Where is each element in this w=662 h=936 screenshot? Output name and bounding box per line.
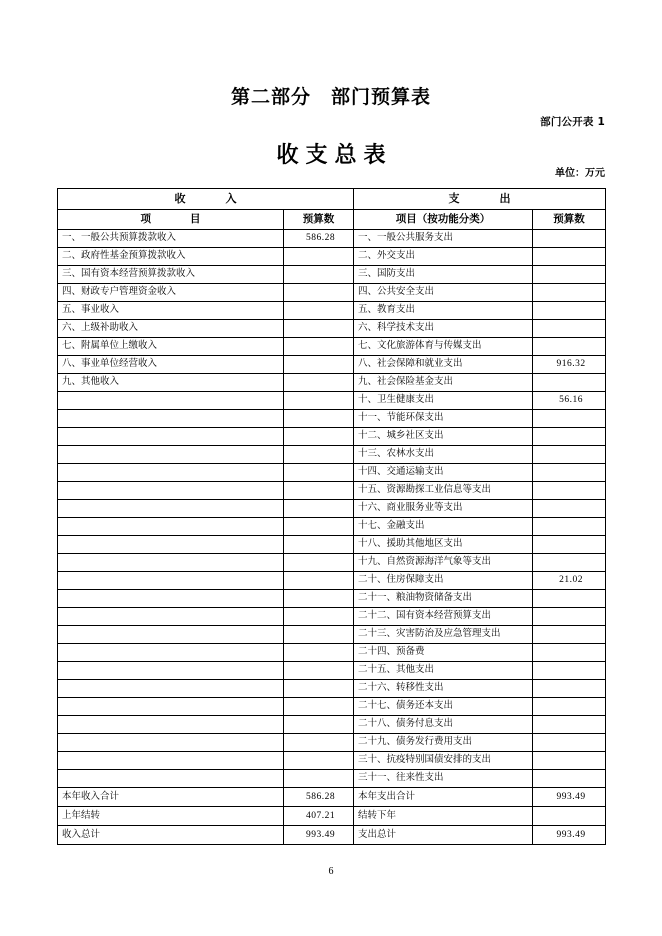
expense-item-value [533, 446, 606, 464]
budget-table-container [57, 188, 605, 845]
expense-item-name: 十八、援助其他地区支出 [354, 536, 533, 554]
expense-item-name: 三十一、往来性支出 [354, 770, 533, 788]
summary-income-value: 586.28 [284, 788, 354, 807]
table-row [58, 230, 606, 248]
summary-income-value: 407.21 [284, 807, 354, 826]
income-item-value [284, 374, 354, 392]
expense-item-name: 十七、金融支出 [354, 518, 533, 536]
table-row [58, 464, 606, 482]
income-item-value [284, 752, 354, 770]
expense-item-value [533, 662, 606, 680]
income-item-value [284, 716, 354, 734]
expense-item-value [533, 410, 606, 428]
income-item-value [284, 248, 354, 266]
expense-item-value [533, 734, 606, 752]
group-header-income: 收 入 [58, 189, 354, 210]
expense-item-value [533, 248, 606, 266]
expense-item-value [533, 284, 606, 302]
income-item-name: 八、事业单位经营收入 [58, 356, 284, 374]
expense-item-value [533, 500, 606, 518]
expense-item-name: 六、科学技术支出 [354, 320, 533, 338]
column-header-expense-value: 预算数 [533, 210, 606, 230]
group-header-expense: 支 出 [354, 189, 606, 210]
expense-item-value: 21.02 [533, 572, 606, 590]
form-number: 部门公开表 1 [540, 116, 605, 128]
table-row [58, 266, 606, 284]
table-row [58, 248, 606, 266]
expense-item-name: 二十、住房保障支出 [354, 572, 533, 590]
expense-item-value [533, 680, 606, 698]
income-item-value [284, 410, 354, 428]
table-row [58, 446, 606, 464]
income-item-name [58, 608, 284, 626]
income-item-value [284, 608, 354, 626]
income-item-name [58, 554, 284, 572]
expense-item-name: 二十二、国有资本经营预算支出 [354, 608, 533, 626]
expense-item-name: 二十七、债务还本支出 [354, 698, 533, 716]
expense-item-name: 二十四、预备费 [354, 644, 533, 662]
expense-item-name: 十五、资源勘探工业信息等支出 [354, 482, 533, 500]
expense-item-value [533, 644, 606, 662]
expense-item-name: 二十一、粮油物资储备支出 [354, 590, 533, 608]
table-row [58, 644, 606, 662]
page-title: 收支总表 [276, 142, 393, 167]
table-summary-row [58, 788, 606, 807]
expense-item-name: 三、国防支出 [354, 266, 533, 284]
expense-item-name: 十一、节能环保支出 [354, 410, 533, 428]
income-item-name [58, 500, 284, 518]
income-item-value [284, 446, 354, 464]
income-item-value [284, 284, 354, 302]
income-item-value [284, 770, 354, 788]
income-item-value [284, 734, 354, 752]
income-item-value [284, 338, 354, 356]
expense-item-value: 916.32 [533, 356, 606, 374]
expense-item-name: 二十五、其他支出 [354, 662, 533, 680]
expense-item-value: 56.16 [533, 392, 606, 410]
expense-item-name: 十九、自然资源海洋气象等支出 [354, 554, 533, 572]
income-item-name: 九、其他收入 [58, 374, 284, 392]
income-item-value [284, 590, 354, 608]
part-title-main: 第二部分 [230, 86, 311, 108]
budget-table-body [58, 189, 606, 845]
income-item-value [284, 482, 354, 500]
income-item-value [284, 428, 354, 446]
income-item-name: 一、一般公共预算拨款收入 [58, 230, 284, 248]
expense-item-value [533, 716, 606, 734]
expense-item-value [533, 590, 606, 608]
income-item-name [58, 572, 284, 590]
budget-table [57, 188, 606, 845]
income-item-name [58, 410, 284, 428]
table-row [58, 590, 606, 608]
table-row [58, 554, 606, 572]
income-item-value [284, 572, 354, 590]
expense-item-value [533, 554, 606, 572]
income-item-value [284, 392, 354, 410]
income-item-name [58, 536, 284, 554]
income-item-value [284, 662, 354, 680]
income-item-name [58, 680, 284, 698]
income-item-value [284, 644, 354, 662]
income-item-value [284, 698, 354, 716]
income-item-name: 七、附属单位上缴收入 [58, 338, 284, 356]
expense-item-name: 二十九、债务发行费用支出 [354, 734, 533, 752]
table-row [58, 428, 606, 446]
income-item-value [284, 554, 354, 572]
expense-item-value [533, 482, 606, 500]
income-item-name [58, 518, 284, 536]
expense-item-value [533, 536, 606, 554]
table-row [58, 482, 606, 500]
expense-item-name: 十二、城乡社区支出 [354, 428, 533, 446]
expense-item-value [533, 518, 606, 536]
expense-item-name: 二十六、转移性支出 [354, 680, 533, 698]
income-item-name: 四、财政专户管理资金收入 [58, 284, 284, 302]
unit-note: 单位：万元 [555, 168, 605, 179]
income-item-name [58, 590, 284, 608]
income-item-name [58, 392, 284, 410]
expense-item-name: 五、教育支出 [354, 302, 533, 320]
expense-item-value [533, 608, 606, 626]
table-group-header-row [58, 189, 606, 210]
summary-expense-label: 结转下年 [354, 807, 533, 826]
income-item-value [284, 266, 354, 284]
expense-item-value [533, 770, 606, 788]
expense-item-value [533, 626, 606, 644]
summary-income-label: 收入总计 [58, 826, 284, 845]
table-row [58, 608, 606, 626]
income-item-name: 二、政府性基金预算拨款收入 [58, 248, 284, 266]
table-row [58, 500, 606, 518]
expense-item-value [533, 752, 606, 770]
table-row [58, 680, 606, 698]
expense-item-name: 四、公共安全支出 [354, 284, 533, 302]
table-row [58, 338, 606, 356]
table-row [58, 536, 606, 554]
expense-item-value [533, 698, 606, 716]
expense-item-name: 十、卫生健康支出 [354, 392, 533, 410]
table-row [58, 410, 606, 428]
income-item-name: 三、国有资本经营预算拨款收入 [58, 266, 284, 284]
income-item-name: 六、上级补助收入 [58, 320, 284, 338]
expense-item-value [533, 428, 606, 446]
income-item-value: 586.28 [284, 230, 354, 248]
income-item-name [58, 626, 284, 644]
table-row [58, 302, 606, 320]
table-row [58, 572, 606, 590]
expense-item-name: 八、社会保障和就业支出 [354, 356, 533, 374]
part-title [0, 82, 662, 109]
expense-item-name: 十六、商业服务业等支出 [354, 500, 533, 518]
expense-item-name: 一、一般公共服务支出 [354, 230, 533, 248]
income-item-name [58, 734, 284, 752]
income-item-name [58, 644, 284, 662]
expense-item-name: 二十八、债务付息支出 [354, 716, 533, 734]
table-row [58, 698, 606, 716]
table-row [58, 356, 606, 374]
expense-item-value [533, 338, 606, 356]
income-item-value [284, 464, 354, 482]
expense-item-name: 九、社会保险基金支出 [354, 374, 533, 392]
summary-expense-value: 993.49 [533, 826, 606, 845]
income-item-value [284, 302, 354, 320]
expense-item-value [533, 374, 606, 392]
expense-item-value [533, 230, 606, 248]
column-header-expense-name: 项目（按功能分类） [354, 210, 533, 230]
column-header-income-value: 预算数 [284, 210, 354, 230]
column-header-income-name: 项 目 [58, 210, 284, 230]
table-row [58, 320, 606, 338]
expense-item-name: 二、外交支出 [354, 248, 533, 266]
expense-item-name: 七、文化旅游体育与传媒支出 [354, 338, 533, 356]
table-row [58, 392, 606, 410]
table-row [58, 770, 606, 788]
income-item-name [58, 716, 284, 734]
table-summary-row [58, 807, 606, 826]
table-row [58, 626, 606, 644]
income-item-value [284, 518, 354, 536]
income-item-name: 五、事业收入 [58, 302, 284, 320]
income-item-value [284, 500, 354, 518]
summary-expense-value [533, 807, 606, 826]
income-item-name [58, 446, 284, 464]
table-row [58, 662, 606, 680]
income-item-name [58, 662, 284, 680]
summary-expense-value: 993.49 [533, 788, 606, 807]
income-item-value [284, 356, 354, 374]
summary-income-value: 993.49 [284, 826, 354, 845]
income-item-name [58, 464, 284, 482]
income-item-value [284, 626, 354, 644]
income-item-name [58, 752, 284, 770]
table-column-header-row [58, 210, 606, 230]
table-row [58, 716, 606, 734]
expense-item-name: 十三、农林水支出 [354, 446, 533, 464]
page-number: 6 [328, 866, 334, 877]
expense-item-name: 三十、抗疫特别国债安排的支出 [354, 752, 533, 770]
summary-expense-label: 支出总计 [354, 826, 533, 845]
income-item-name [58, 770, 284, 788]
summary-income-label: 本年收入合计 [58, 788, 284, 807]
table-row [58, 518, 606, 536]
expense-item-name: 十四、交通运输支出 [354, 464, 533, 482]
expense-item-value [533, 320, 606, 338]
income-item-name [58, 428, 284, 446]
table-row [58, 734, 606, 752]
expense-item-value [533, 266, 606, 284]
table-row [58, 284, 606, 302]
income-item-name [58, 698, 284, 716]
table-summary-row [58, 826, 606, 845]
table-row [58, 374, 606, 392]
summary-expense-label: 本年支出合计 [354, 788, 533, 807]
expense-item-value [533, 464, 606, 482]
expense-item-value [533, 302, 606, 320]
income-item-name [58, 482, 284, 500]
expense-item-name: 二十三、灾害防治及应急管理支出 [354, 626, 533, 644]
part-title-sub: 部门预算表 [331, 86, 432, 108]
table-row [58, 752, 606, 770]
income-item-value [284, 680, 354, 698]
income-item-value [284, 536, 354, 554]
income-item-value [284, 320, 354, 338]
summary-income-label: 上年结转 [58, 807, 284, 826]
